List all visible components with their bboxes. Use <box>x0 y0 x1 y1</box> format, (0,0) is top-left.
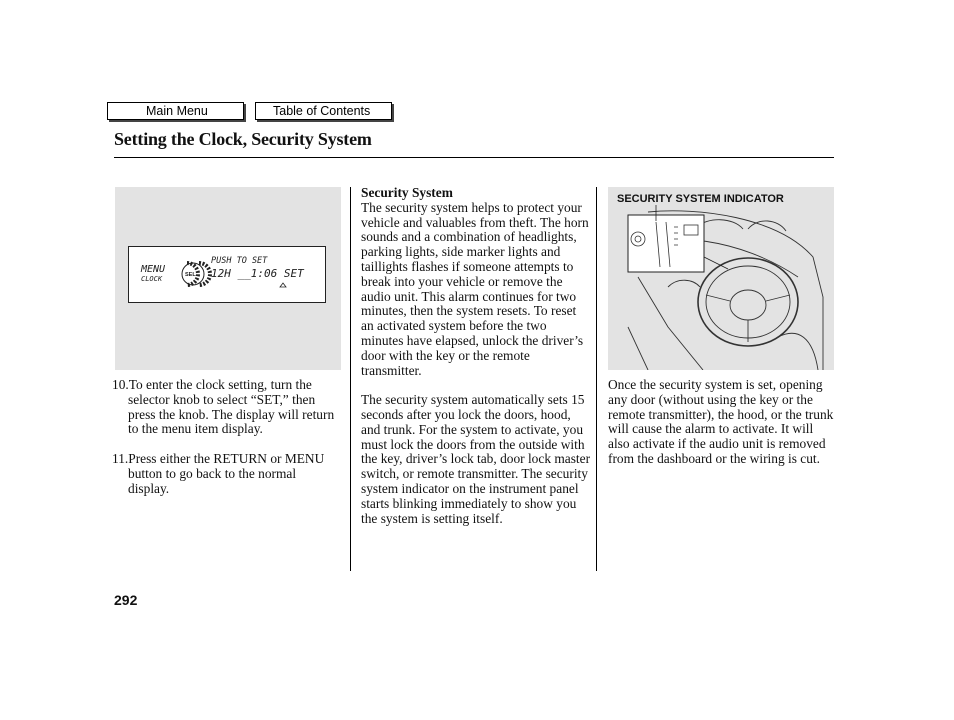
lcd-display <box>128 246 326 303</box>
dashboard-illustration <box>608 187 834 370</box>
lcd-line2: 12H __1:06 SET <box>211 267 304 280</box>
security-paragraph: The security system automatically sets 15 seconds after you lock the doors, hood, and trunk. For the system to activate, you must lock the doors from the outside with the key, driver’s lock tab, door lock master switch, or remote transmitter. The security system indicator on the instrument panel starts blinking immediately to show you the system is setting itself. <box>361 392 591 526</box>
lcd-clock-label: CLOCK <box>141 275 163 283</box>
page-number: 292 <box>114 592 138 608</box>
security-indicator-figure <box>608 187 834 370</box>
clock-display-figure <box>115 187 341 370</box>
knob-sel-label: SEL <box>185 272 196 278</box>
column-divider <box>596 187 597 571</box>
main-menu-button[interactable]: Main Menu <box>107 102 244 120</box>
security-paragraph: The security system helps to protect your vehicle and valuables from theft. The horn sounds and a combination of headlights, parking lights, side marker lights and taillights flashes if someone attempts to break into your vehicle or remove the audio unit. This alarm continues for two minutes, then the system resets. To reset an activated system before the two minutes have elapsed, unlock the driver’s door with the key or the remote transmitter. <box>361 199 589 378</box>
section-heading: Security System <box>361 185 453 200</box>
step-item: 11.Press either the RETURN or MENU button to go back to the normal display. <box>112 450 325 496</box>
page-title: Setting the Clock, Security System <box>114 129 372 149</box>
lcd-illustration <box>129 247 327 304</box>
table-of-contents-button[interactable]: Table of Contents <box>255 102 392 120</box>
title-divider <box>114 157 834 158</box>
column-divider <box>350 187 351 571</box>
security-paragraph: Once the security system is set, opening any door (without using the key or the remote transmitter), the hood, or the trunk will cause the alarm to activate. It will also activate if the audio unit is removed from the dashboard or the wiring is cut. <box>608 377 834 466</box>
small-triangle-icon <box>280 283 286 287</box>
lcd-menu-label: MENU <box>141 264 166 275</box>
clock-steps <box>112 378 336 496</box>
security-activation-text <box>608 378 834 467</box>
step-item: 10.To enter the clock setting, turn the selector knob to select “SET,” then press the knob. The display will return to the menu item display. <box>112 377 335 437</box>
figure-label: SECURITY SYSTEM INDICATOR <box>617 193 784 205</box>
security-system-section <box>361 186 591 526</box>
lcd-line1: PUSH TO SET <box>211 256 268 266</box>
